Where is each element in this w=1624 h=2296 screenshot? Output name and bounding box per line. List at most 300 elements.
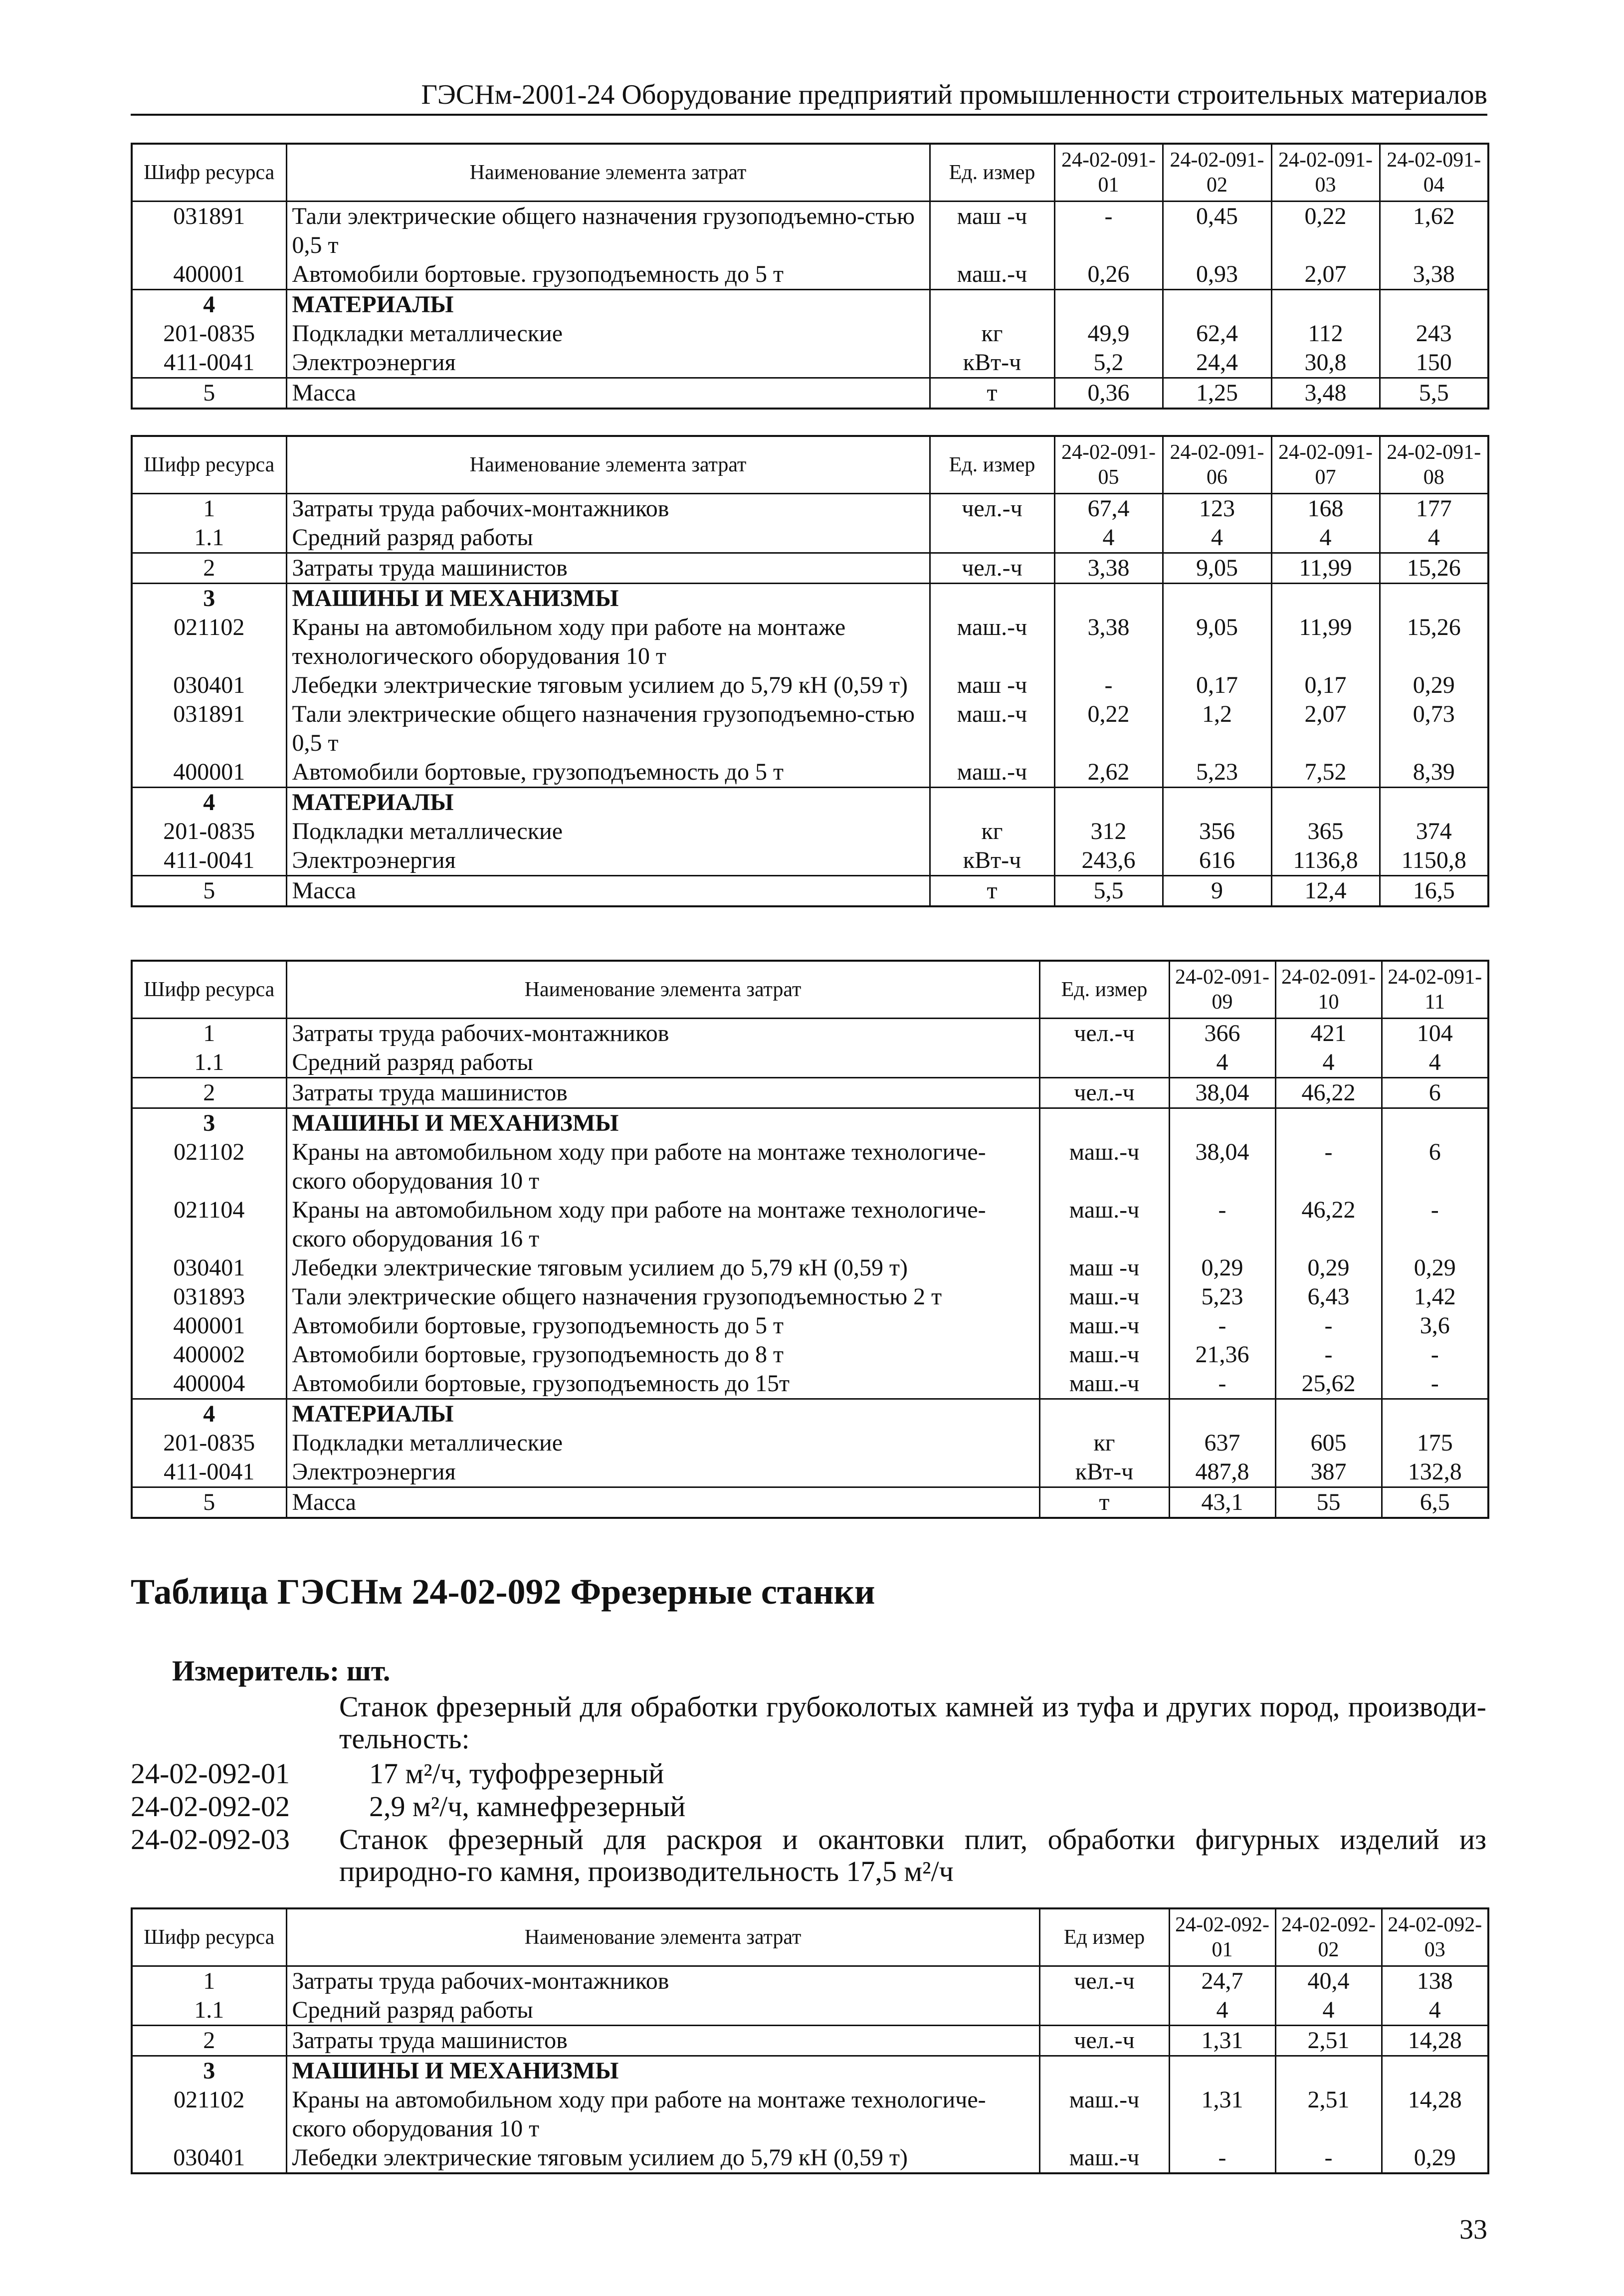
table-row — [132, 700, 1488, 758]
unit-cell: кВт-ч — [1039, 1458, 1169, 1487]
resource-name: Затраты труда машинистов — [286, 1078, 1039, 1108]
resource-name: Электроэнергия — [286, 846, 930, 876]
resource-name: МАШИНЫ И МЕХАНИЗМЫ — [286, 2056, 1039, 2086]
value-cell: 123 — [1163, 494, 1271, 524]
header-row — [132, 436, 1488, 494]
resource-code: 021102 — [132, 613, 286, 671]
value-cell: 38,04 — [1169, 1078, 1275, 1108]
column-header-unit: Ед. измер — [930, 144, 1054, 202]
value-cell: 4 — [1380, 523, 1488, 553]
resource-name: МАТЕРИАЛЫ — [286, 290, 930, 320]
value-cell — [1271, 584, 1380, 614]
description-code: 24-02-092-01 — [131, 1757, 290, 1790]
value-cell: 605 — [1275, 1429, 1382, 1458]
resource-name: Лебедки электрические тяговым усилием до 5,79 кН (0,59 т) — [286, 2143, 1039, 2173]
resource-code: 411-0041 — [132, 846, 286, 876]
resource-code: 5 — [132, 1487, 286, 1518]
resource-name: Затраты труда машинистов — [286, 553, 930, 584]
resource-code: 201-0835 — [132, 319, 286, 348]
description-intro: Станок фрезерный для обработки грубоколотых камней из туфа и других пород, производи-тельность: — [339, 1690, 1486, 1755]
resource-name: МАТЕРИАЛЫ — [286, 1399, 1039, 1429]
value-cell: - — [1275, 1311, 1382, 1340]
description-code: 24-02-092-02 — [131, 1790, 290, 1823]
column-header-norm: 24-02-091-11 — [1382, 961, 1488, 1019]
value-cell: 11,99 — [1271, 553, 1380, 584]
column-header-unit: Ед. измер — [930, 436, 1054, 494]
value-cell: 0,22 — [1054, 700, 1163, 758]
resource-code: 411-0041 — [132, 348, 286, 378]
value-cell: 243,6 — [1054, 846, 1163, 876]
value-cell — [1163, 290, 1271, 320]
value-cell: - — [1275, 2143, 1382, 2173]
resource-code: 4 — [132, 788, 286, 818]
value-cell: 6 — [1382, 1078, 1488, 1108]
value-cell: 62,4 — [1163, 319, 1271, 348]
table-row — [132, 523, 1488, 553]
table-row — [132, 758, 1488, 788]
value-cell: 0,29 — [1275, 1253, 1382, 1282]
unit-cell: маш.-ч — [1039, 1369, 1169, 1399]
value-cell — [1271, 788, 1380, 818]
column-header-code: Шифр ресурса — [132, 144, 286, 202]
table-row — [132, 876, 1488, 907]
unit-cell: чел.-ч — [930, 553, 1054, 584]
value-cell: 366 — [1169, 1019, 1275, 1048]
value-cell — [1275, 2056, 1382, 2086]
resource-name: Масса — [286, 876, 930, 907]
unit-cell: кВт-ч — [930, 348, 1054, 378]
resource-name: Средний разряд работы — [286, 1048, 1039, 1078]
unit-cell: маш.-ч — [930, 613, 1054, 671]
column-header-norm: 24-02-091-01 — [1054, 144, 1163, 202]
value-cell: 0,29 — [1380, 671, 1488, 700]
resource-code: 2 — [132, 1078, 286, 1108]
table-row — [132, 613, 1488, 671]
resource-name: МАШИНЫ И МЕХАНИЗМЫ — [286, 584, 930, 614]
table-row — [132, 1429, 1488, 1458]
resource-name: Краны на автомобильном ходу при работе на монтаже технологиче-ского оборудования 10 т — [286, 1138, 1039, 1196]
value-cell: 8,39 — [1380, 758, 1488, 788]
value-cell — [1271, 290, 1380, 320]
unit-cell: маш.-ч — [930, 758, 1054, 788]
resource-code: 3 — [132, 584, 286, 614]
value-cell: 0,22 — [1271, 202, 1380, 260]
resource-name: Затраты труда машинистов — [286, 2026, 1039, 2056]
column-header-name: Наименование элемента затрат — [286, 961, 1039, 1019]
column-header-code: Шифр ресурса — [132, 436, 286, 494]
resource-name: Краны на автомобильном ходу при работе на монтаже технологиче-ского оборудования 10 т — [286, 2086, 1039, 2143]
resource-code: 4 — [132, 290, 286, 320]
value-cell: 374 — [1380, 817, 1488, 846]
column-header-norm: 24-02-091-10 — [1275, 961, 1382, 1019]
value-cell: 1,25 — [1163, 378, 1271, 409]
page-number: 33 — [1459, 2214, 1487, 2245]
resource-code: 021102 — [132, 2086, 286, 2143]
unit-cell: маш.-ч — [1039, 1282, 1169, 1311]
value-cell: - — [1054, 671, 1163, 700]
resource-name: МАТЕРИАЛЫ — [286, 788, 930, 818]
value-cell: 0,17 — [1271, 671, 1380, 700]
unit-cell: чел.-ч — [1039, 1019, 1169, 1048]
resource-code: 031891 — [132, 700, 286, 758]
unit-cell: т — [930, 876, 1054, 907]
value-cell — [1380, 788, 1488, 818]
resource-code: 1 — [132, 494, 286, 524]
value-cell: 168 — [1271, 494, 1380, 524]
resource-code: 030401 — [132, 2143, 286, 2173]
header-row — [132, 1908, 1488, 1966]
value-cell: 43,1 — [1169, 1487, 1275, 1518]
resource-code: 1.1 — [132, 1996, 286, 2026]
description-text: 17 м²/ч, туфофрезерный — [369, 1757, 664, 1790]
table-row — [132, 1399, 1488, 1429]
resource-code: 400001 — [132, 260, 286, 290]
value-cell: 2,07 — [1271, 700, 1380, 758]
column-header-name: Наименование элемента затрат — [286, 144, 930, 202]
resource-name: Средний разряд работы — [286, 1996, 1039, 2026]
resource-name: Краны на автомобильном ходу при работе на монтаже технологического оборудования 10 т — [286, 613, 930, 671]
value-cell: 5,23 — [1163, 758, 1271, 788]
table-row — [132, 1369, 1488, 1399]
table-row — [132, 378, 1488, 409]
value-cell — [1275, 1108, 1382, 1138]
value-cell: 4 — [1382, 1048, 1488, 1078]
resource-code: 1 — [132, 1019, 286, 1048]
unit-cell: кг — [930, 319, 1054, 348]
value-cell: 5,2 — [1054, 348, 1163, 378]
column-header-norm: 24-02-091-06 — [1163, 436, 1271, 494]
value-cell: 3,38 — [1054, 553, 1163, 584]
resource-code: 030401 — [132, 1253, 286, 1282]
value-cell: 2,51 — [1275, 2026, 1382, 2056]
value-cell: 2,51 — [1275, 2086, 1382, 2143]
table-row — [132, 1996, 1488, 2026]
value-cell: 24,4 — [1163, 348, 1271, 378]
resource-code: 1.1 — [132, 1048, 286, 1078]
value-cell: 0,73 — [1380, 700, 1488, 758]
column-header-unit: Ед измер — [1039, 1908, 1169, 1966]
resource-code: 4 — [132, 1399, 286, 1429]
value-cell: 356 — [1163, 817, 1271, 846]
value-cell — [1382, 1108, 1488, 1138]
resource-name: Тали электрические общего назначения грузоподъемно-стью 0,5 т — [286, 202, 930, 260]
meter-value: шт. — [346, 1655, 391, 1687]
value-cell: 14,28 — [1382, 2086, 1488, 2143]
value-cell — [1275, 1399, 1382, 1429]
value-cell: 0,36 — [1054, 378, 1163, 409]
value-cell: 1150,8 — [1380, 846, 1488, 876]
unit-cell: маш -ч — [930, 202, 1054, 260]
header-row — [132, 144, 1488, 202]
meter-label: Измеритель: — [172, 1655, 340, 1687]
table-row — [132, 788, 1488, 818]
value-cell: - — [1275, 1138, 1382, 1196]
unit-cell: маш.-ч — [1039, 1138, 1169, 1196]
column-header-unit: Ед. измер — [1039, 961, 1169, 1019]
table-row — [132, 1966, 1488, 1996]
value-cell: 6,43 — [1275, 1282, 1382, 1311]
table-row — [132, 260, 1488, 290]
value-cell: 0,26 — [1054, 260, 1163, 290]
table-row — [132, 1196, 1488, 1253]
value-cell: 67,4 — [1054, 494, 1163, 524]
unit-cell: маш -ч — [1039, 1253, 1169, 1282]
value-cell: 46,22 — [1275, 1078, 1382, 1108]
value-cell: 16,5 — [1380, 876, 1488, 907]
value-cell: 15,26 — [1380, 553, 1488, 584]
resource-name: Автомобили бортовые, грузоподъемность до 8 т — [286, 1340, 1039, 1369]
resource-code: 021102 — [132, 1138, 286, 1196]
resource-table-091-01-04 — [131, 143, 1489, 410]
column-header-norm: 24-02-091-08 — [1380, 436, 1488, 494]
value-cell: 3,38 — [1054, 613, 1163, 671]
value-cell: 637 — [1169, 1429, 1275, 1458]
resource-name: Автомобили бортовые, грузоподъемность до 15т — [286, 1369, 1039, 1399]
resource-code: 411-0041 — [132, 1458, 286, 1487]
table-row — [132, 290, 1488, 320]
value-cell: - — [1382, 1369, 1488, 1399]
unit-cell: чел.-ч — [1039, 1966, 1169, 1996]
table-row — [132, 671, 1488, 700]
unit-cell — [1039, 1399, 1169, 1429]
value-cell: - — [1169, 1369, 1275, 1399]
resource-code: 2 — [132, 2026, 286, 2056]
resource-code: 1.1 — [132, 523, 286, 553]
value-cell: 40,4 — [1275, 1966, 1382, 1996]
column-header-norm: 24-02-091-04 — [1380, 144, 1488, 202]
unit-cell: маш.-ч — [1039, 1196, 1169, 1253]
resource-table-091-05-08 — [131, 435, 1489, 907]
resource-name: Подкладки металлические — [286, 319, 930, 348]
value-cell: - — [1382, 1196, 1488, 1253]
value-cell: 6,5 — [1382, 1487, 1488, 1518]
value-cell — [1054, 290, 1163, 320]
value-cell: - — [1382, 1340, 1488, 1369]
column-header-norm: 24-02-091-02 — [1163, 144, 1271, 202]
value-cell: 2,62 — [1054, 758, 1163, 788]
table-row — [132, 1078, 1488, 1108]
value-cell: 2,07 — [1271, 260, 1380, 290]
table-row — [132, 1253, 1488, 1282]
resource-name: Тали электрические общего назначения грузоподъемностью 2 т — [286, 1282, 1039, 1311]
value-cell: 9,05 — [1163, 613, 1271, 671]
resource-name: Затраты труда рабочих-монтажников — [286, 494, 930, 524]
resource-code: 201-0835 — [132, 817, 286, 846]
value-cell — [1054, 788, 1163, 818]
value-cell: 387 — [1275, 1458, 1382, 1487]
column-header-name: Наименование элемента затрат — [286, 436, 930, 494]
value-cell: 4 — [1169, 1048, 1275, 1078]
header-row — [132, 961, 1488, 1019]
table-row — [132, 1282, 1488, 1311]
running-header: ГЭСНм-2001-24 Оборудование предприятий промышленности строительных материалов — [131, 79, 1487, 116]
value-cell: 5,5 — [1380, 378, 1488, 409]
column-header-norm: 24-02-091-05 — [1054, 436, 1163, 494]
value-cell: 0,29 — [1169, 1253, 1275, 1282]
value-cell: 25,62 — [1275, 1369, 1382, 1399]
value-cell: 312 — [1054, 817, 1163, 846]
value-cell: 1,42 — [1382, 1282, 1488, 1311]
resource-name: Автомобили бортовые, грузоподъемность до 5 т — [286, 758, 930, 788]
resource-code: 1 — [132, 1966, 286, 1996]
value-cell: 5,5 — [1054, 876, 1163, 907]
column-header-code: Шифр ресурса — [132, 961, 286, 1019]
value-cell: - — [1275, 1340, 1382, 1369]
resource-code: 5 — [132, 378, 286, 409]
unit-cell — [1039, 2056, 1169, 2086]
resource-code: 030401 — [132, 671, 286, 700]
description-text: 2,9 м²/ч, камнефрезерный — [369, 1790, 686, 1823]
value-cell: 49,9 — [1054, 319, 1163, 348]
value-cell: 4 — [1382, 1996, 1488, 2026]
value-cell: 7,52 — [1271, 758, 1380, 788]
value-cell: 4 — [1275, 1996, 1382, 2026]
unit-cell: чел.-ч — [930, 494, 1054, 524]
value-cell — [1054, 584, 1163, 614]
resource-code: 400002 — [132, 1340, 286, 1369]
unit-cell: маш -ч — [930, 671, 1054, 700]
resource-code: 400004 — [132, 1369, 286, 1399]
value-cell: 9 — [1163, 876, 1271, 907]
value-cell: 3,48 — [1271, 378, 1380, 409]
resource-code: 031893 — [132, 1282, 286, 1311]
column-header-code: Шифр ресурса — [132, 1908, 286, 1966]
resource-name: Лебедки электрические тяговым усилием до 5,79 кН (0,59 т) — [286, 671, 930, 700]
value-cell: 175 — [1382, 1429, 1488, 1458]
value-cell: 150 — [1380, 348, 1488, 378]
value-cell: 487,8 — [1169, 1458, 1275, 1487]
value-cell — [1380, 584, 1488, 614]
table-row — [132, 846, 1488, 876]
value-cell — [1163, 788, 1271, 818]
column-header-norm: 24-02-091-07 — [1271, 436, 1380, 494]
value-cell: 1,31 — [1169, 2086, 1275, 2143]
value-cell: - — [1169, 1311, 1275, 1340]
value-cell: 0,17 — [1163, 671, 1271, 700]
resource-name: Средний разряд работы — [286, 523, 930, 553]
unit-cell: маш.-ч — [1039, 1311, 1169, 1340]
resource-name: Масса — [286, 1487, 1039, 1518]
value-cell: 3,6 — [1382, 1311, 1488, 1340]
resource-code: 3 — [132, 1108, 286, 1138]
unit-cell — [930, 584, 1054, 614]
table-row — [132, 2086, 1488, 2143]
value-cell: 1,31 — [1169, 2026, 1275, 2056]
value-cell: 4 — [1169, 1996, 1275, 2026]
resource-table-092 — [131, 1907, 1489, 2174]
resource-name: Электроэнергия — [286, 348, 930, 378]
resource-name: Лебедки электрические тяговым усилием до 5,79 кН (0,59 т) — [286, 1253, 1039, 1282]
resource-code: 201-0835 — [132, 1429, 286, 1458]
column-header-norm: 24-02-091-03 — [1271, 144, 1380, 202]
description-code: 24-02-092-03 — [131, 1823, 290, 1856]
table-row — [132, 817, 1488, 846]
resource-name: Краны на автомобильном ходу при работе на монтаже технологиче-ского оборудования 16 т — [286, 1196, 1039, 1253]
value-cell: 104 — [1382, 1019, 1488, 1048]
value-cell: 112 — [1271, 319, 1380, 348]
value-cell: 4 — [1163, 523, 1271, 553]
value-cell: 12,4 — [1271, 876, 1380, 907]
value-cell: 132,8 — [1382, 1458, 1488, 1487]
value-cell: - — [1169, 2143, 1275, 2173]
resource-name: Автомобили бортовые, грузоподъемность до 5 т — [286, 1311, 1039, 1340]
value-cell: 1,2 — [1163, 700, 1271, 758]
table-row — [132, 1458, 1488, 1487]
unit-cell: кг — [930, 817, 1054, 846]
unit-cell — [930, 290, 1054, 320]
value-cell: 24,7 — [1169, 1966, 1275, 1996]
value-cell: 1,62 — [1380, 202, 1488, 260]
resource-code: 3 — [132, 2056, 286, 2086]
column-header-name: Наименование элемента затрат — [286, 1908, 1039, 1966]
value-cell: 0,29 — [1382, 2143, 1488, 2173]
resource-name: Автомобили бортовые. грузоподъемность до 5 т — [286, 260, 930, 290]
value-cell: 5,23 — [1169, 1282, 1275, 1311]
column-header-norm: 24-02-091-09 — [1169, 961, 1275, 1019]
value-cell: 4 — [1271, 523, 1380, 553]
value-cell: - — [1054, 202, 1163, 260]
unit-cell: чел.-ч — [1039, 2026, 1169, 2056]
table-title: Таблица ГЭСНм 24-02-092 Фрезерные станки — [131, 1572, 875, 1612]
table-row — [132, 1487, 1488, 1518]
table-row — [132, 348, 1488, 378]
value-cell: 421 — [1275, 1019, 1382, 1048]
value-cell: - — [1169, 1196, 1275, 1253]
resource-name: Затраты труда рабочих-монтажников — [286, 1966, 1039, 1996]
table-row — [132, 2056, 1488, 2086]
resource-code: 400001 — [132, 1311, 286, 1340]
unit-cell — [930, 523, 1054, 553]
resource-code: 021104 — [132, 1196, 286, 1253]
value-cell: 14,28 — [1382, 2026, 1488, 2056]
resource-code: 031891 — [132, 202, 286, 260]
value-cell — [1380, 290, 1488, 320]
unit-cell — [1039, 1048, 1169, 1078]
resource-name: Масса — [286, 378, 930, 409]
resource-name: МАШИНЫ И МЕХАНИЗМЫ — [286, 1108, 1039, 1138]
value-cell: 11,99 — [1271, 613, 1380, 671]
value-cell: 616 — [1163, 846, 1271, 876]
resource-name: Тали электрические общего назначения грузоподъемно-стью 0,5 т — [286, 700, 930, 758]
unit-cell — [930, 788, 1054, 818]
table-row — [132, 1048, 1488, 1078]
resource-name: Затраты труда рабочих-монтажников — [286, 1019, 1039, 1048]
resource-code: 400001 — [132, 758, 286, 788]
unit-cell: маш.-ч — [930, 260, 1054, 290]
resource-name: Подкладки металлические — [286, 1429, 1039, 1458]
value-cell: 4 — [1054, 523, 1163, 553]
resource-name: Электроэнергия — [286, 1458, 1039, 1487]
unit-cell: т — [930, 378, 1054, 409]
column-header-norm: 24-02-092-03 — [1382, 1908, 1488, 1966]
unit-cell: кВт-ч — [930, 846, 1054, 876]
value-cell: 138 — [1382, 1966, 1488, 1996]
value-cell — [1382, 1399, 1488, 1429]
description-text: Станок фрезерный для раскроя и окантовки плит, обработки фигурных изделий из природно-го камня, производительность 17,5 м²/ч — [339, 1823, 1486, 1887]
table-row — [132, 319, 1488, 348]
unit-cell: маш.-ч — [1039, 2143, 1169, 2173]
resource-code: 5 — [132, 876, 286, 907]
value-cell: 55 — [1275, 1487, 1382, 1518]
table-row — [132, 494, 1488, 524]
value-cell: 38,04 — [1169, 1138, 1275, 1196]
resource-table-091-09-11 — [131, 960, 1489, 1519]
unit-cell — [1039, 1996, 1169, 2026]
unit-cell: маш.-ч — [1039, 2086, 1169, 2143]
value-cell: 1136,8 — [1271, 846, 1380, 876]
value-cell — [1382, 2056, 1488, 2086]
value-cell: 365 — [1271, 817, 1380, 846]
